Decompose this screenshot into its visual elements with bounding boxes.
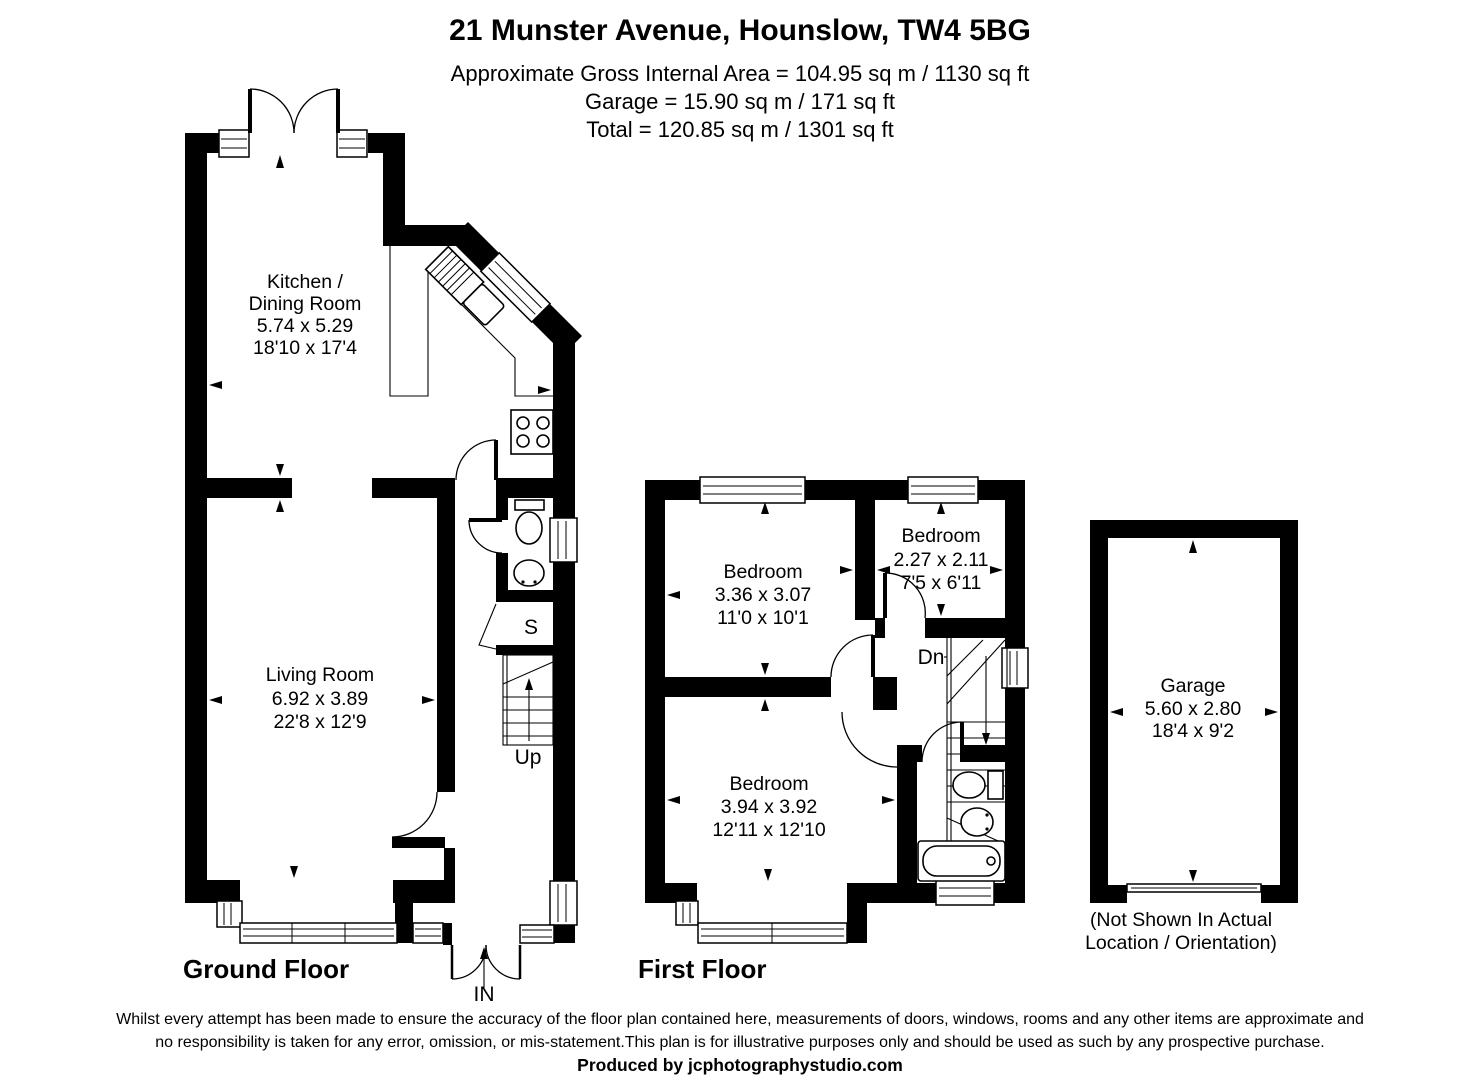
room-name: Kitchen / xyxy=(267,271,343,293)
bay-window xyxy=(240,923,397,943)
room-size-imperial: 12'11 x 12'10 xyxy=(712,819,826,841)
door-arc xyxy=(831,635,873,677)
bedroom3-label xyxy=(712,773,825,841)
room-size-metric: 3.36 x 3.07 xyxy=(714,584,812,606)
window xyxy=(219,130,249,157)
entrance-doors xyxy=(452,945,520,979)
french-doors xyxy=(250,89,338,133)
garage-door xyxy=(1127,884,1261,892)
hob xyxy=(511,410,553,454)
door-arc xyxy=(456,440,496,480)
room-size-metric: 5.60 x 2.80 xyxy=(1144,698,1242,720)
room-size-metric: 5.74 x 5.29 xyxy=(256,315,354,337)
basin xyxy=(514,560,544,586)
room-name: Bedroom xyxy=(723,561,803,583)
page-title: 21 Munster Avenue, Hounslow, TW4 5BG xyxy=(449,14,1031,47)
window xyxy=(413,923,443,943)
room-size-imperial: 18'4 x 9'2 xyxy=(1151,720,1235,742)
room-size-imperial: 18'10 x 17'4 xyxy=(253,337,357,359)
window xyxy=(1002,648,1028,688)
window xyxy=(550,881,577,925)
room-name: Garage xyxy=(1160,675,1226,697)
stairs-up-label: Up xyxy=(514,746,542,769)
door-arc xyxy=(842,712,897,767)
door-arc xyxy=(392,792,437,837)
disclaimer-line2: no responsibility is taken for any error, omission, or mis-statement.This plan is for illustrative purposes only and should be used as such by any prospective purchase. xyxy=(155,1034,1325,1051)
first-floor-plan xyxy=(638,477,1028,984)
disclaimer-line1: Whilst every attempt has been made to ensure the accuracy of the floor plan contained here, measurements of doors, windows, rooms and any other items are approximate and xyxy=(116,1011,1364,1028)
ground-floor-plan xyxy=(183,89,582,1006)
garage-label xyxy=(1145,675,1242,742)
first-floor-doors xyxy=(831,573,962,767)
room-size-imperial: 22'8 x 12'9 xyxy=(273,711,367,733)
room-name: Dining Room xyxy=(248,293,362,315)
window xyxy=(337,130,367,157)
door-arc xyxy=(469,520,502,553)
room-size-imperial: 11'0 x 10'1 xyxy=(717,607,809,629)
basin xyxy=(961,808,993,836)
footer xyxy=(116,1011,1364,1075)
window xyxy=(217,901,242,927)
bathtub xyxy=(918,841,1005,881)
header xyxy=(449,14,1031,142)
living-room-label xyxy=(266,664,374,733)
stairs-up-arrow-icon xyxy=(525,678,533,690)
bedroom2-label xyxy=(893,525,988,594)
garage-area: Garage = 15.90 sq m / 171 sq ft xyxy=(584,89,896,114)
gross-internal-area: Approximate Gross Internal Area = 104.95 sq m / 1130 sq ft xyxy=(450,61,1030,86)
room-size-metric: 6.92 x 3.89 xyxy=(271,688,369,710)
room-size-metric: 2.27 x 2.11 xyxy=(893,549,989,571)
entrance-label: IN xyxy=(473,983,495,1006)
stairs-down-arrow-icon xyxy=(982,733,990,745)
room-name: Bedroom xyxy=(901,525,981,547)
total-area: Total = 120.85 sq m / 1301 sq ft xyxy=(586,117,894,142)
window xyxy=(550,518,577,562)
window xyxy=(520,925,554,943)
credit-line: Produced by jcphotographystudio.com xyxy=(577,1055,903,1075)
room-size-imperial: 7'5 x 6'11 xyxy=(900,572,982,594)
stairs-down-label: Dn xyxy=(917,646,945,669)
storage-label: S xyxy=(523,616,539,639)
room-size-metric: 3.94 x 3.92 xyxy=(720,796,818,818)
room-name: Bedroom xyxy=(729,773,809,795)
garage-plan xyxy=(1085,520,1298,954)
bay-window xyxy=(698,923,847,943)
kitchen-label xyxy=(249,271,362,359)
cupboard-door xyxy=(479,604,496,649)
window xyxy=(676,901,698,925)
bedroom1-label xyxy=(715,561,812,629)
toilet xyxy=(515,500,544,544)
window xyxy=(700,477,805,503)
ground-floor-title: Ground Floor xyxy=(183,954,350,984)
window xyxy=(936,880,994,905)
toilet xyxy=(953,771,1003,799)
kitchen-counter xyxy=(390,246,553,396)
room-name: Living Room xyxy=(265,664,375,686)
first-floor-title: First Floor xyxy=(638,954,767,984)
door-arc xyxy=(922,722,962,762)
window xyxy=(908,477,978,503)
garage-note-line2: Location / Orientation) xyxy=(1085,932,1277,954)
garage-note-line1: (Not Shown In Actual xyxy=(1089,909,1273,931)
staircase-up xyxy=(503,655,553,745)
